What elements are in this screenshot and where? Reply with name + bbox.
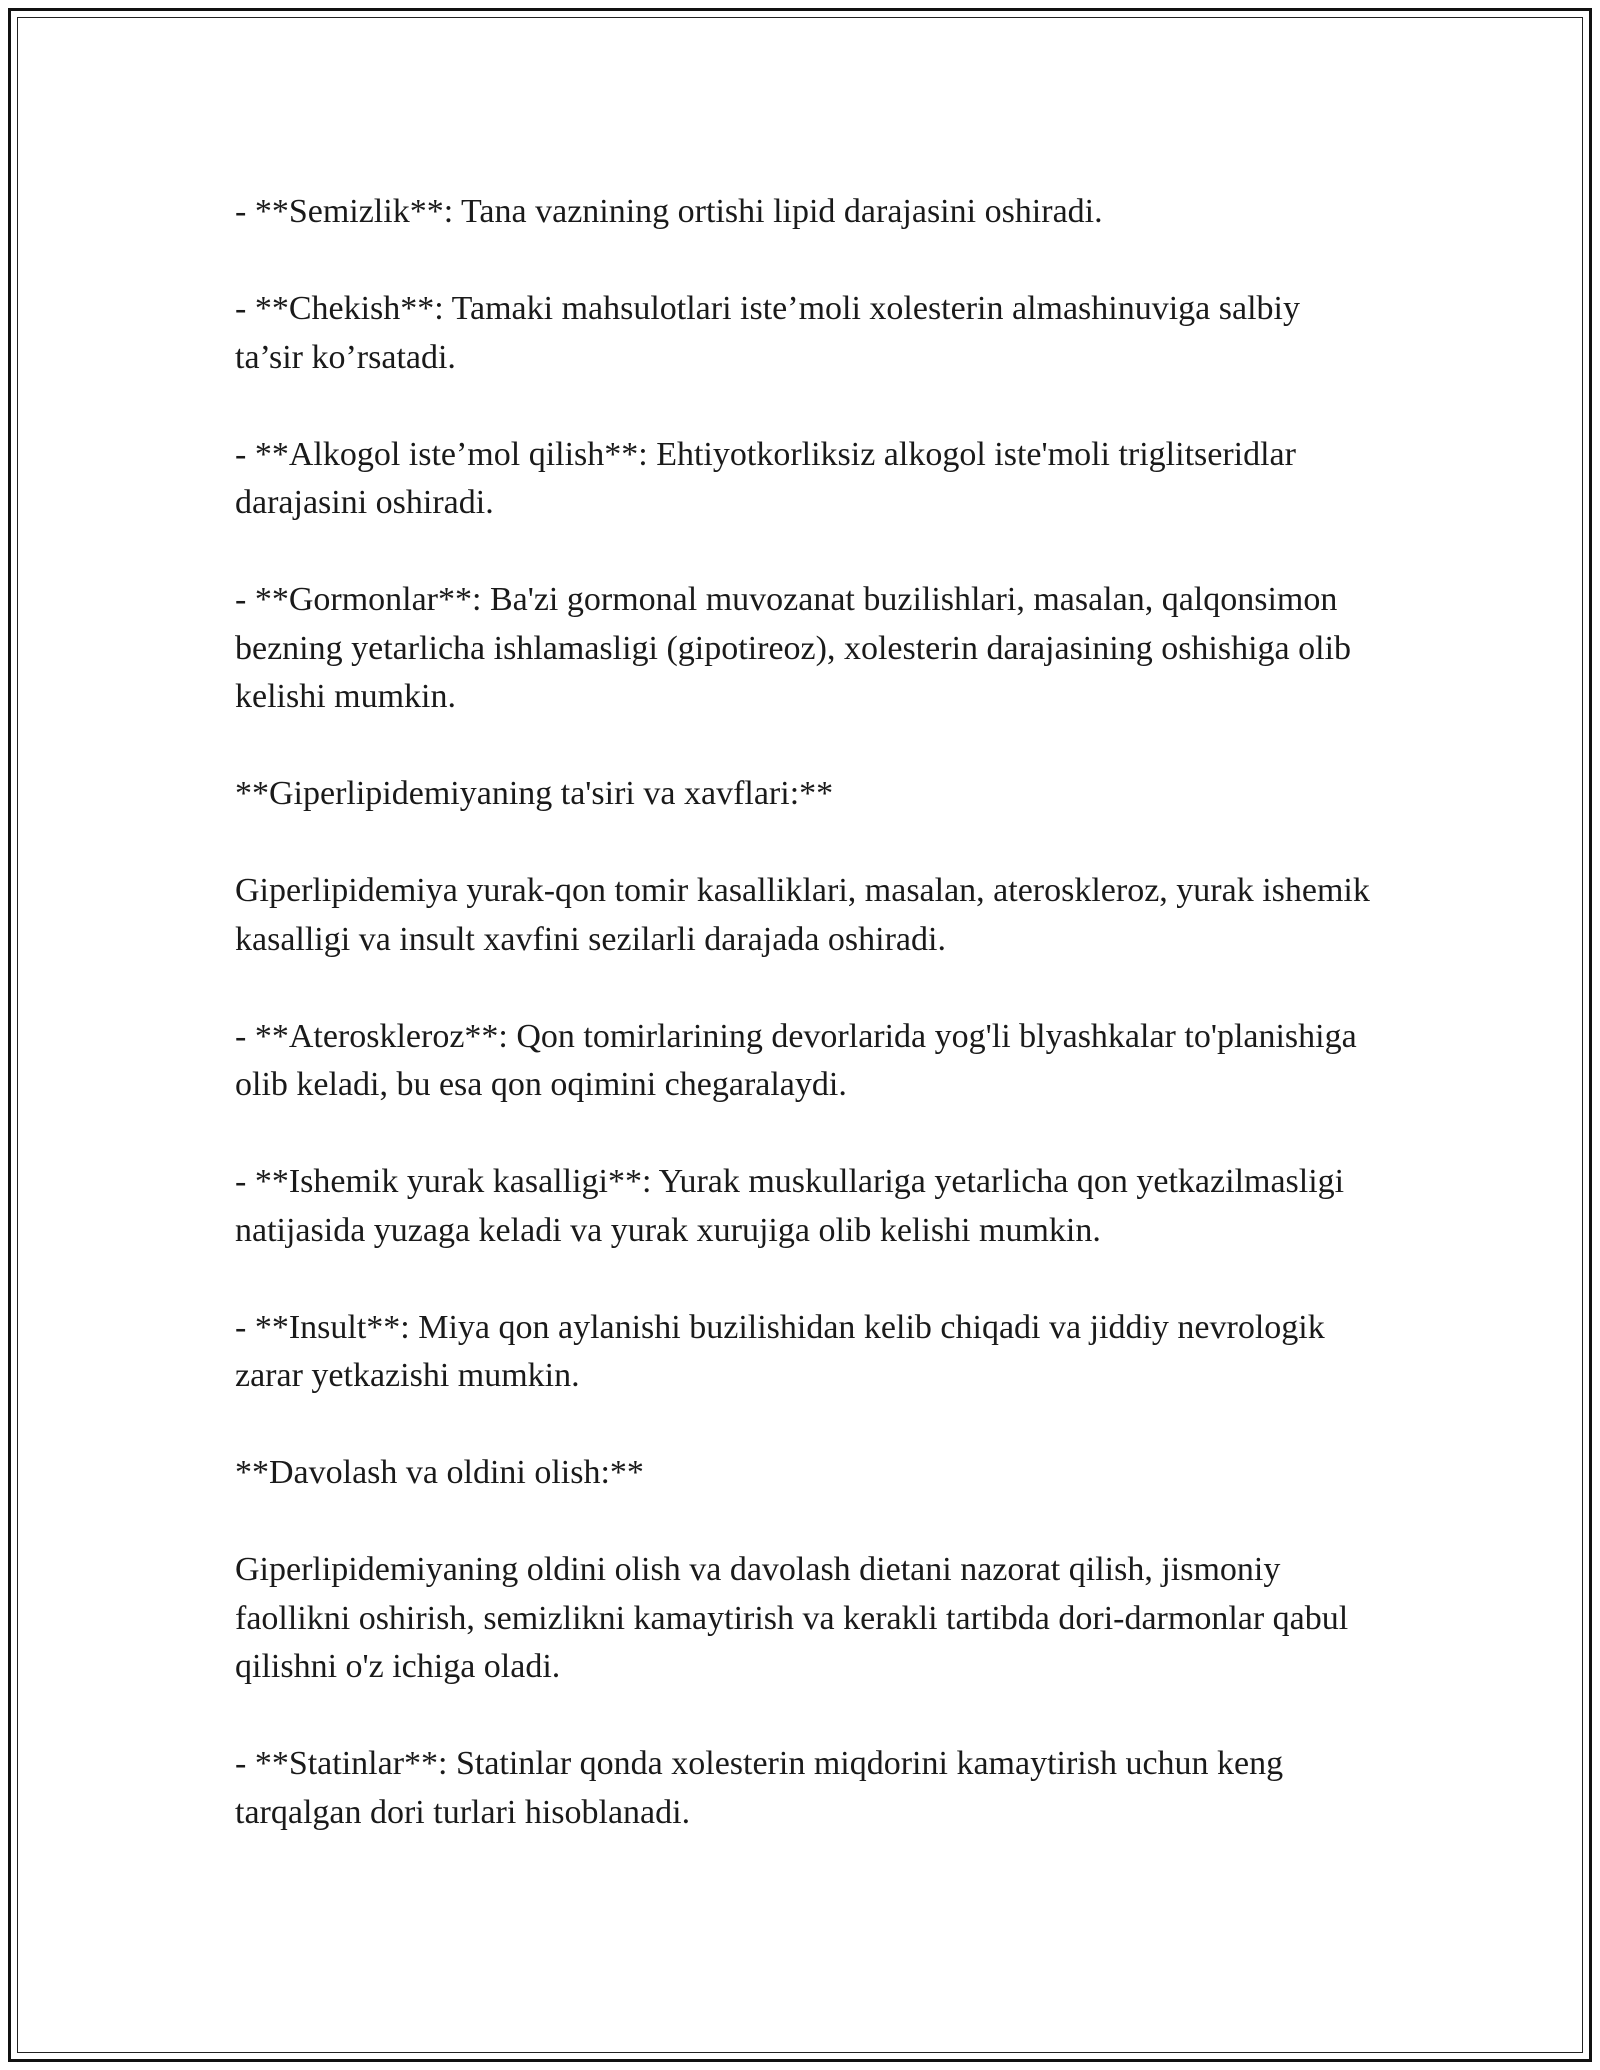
paragraph-alkogol: - **Alkogol iste’mol qilish**: Ehtiyotkorliksiz alkogol iste'moli triglitseridlar darajasini oshiradi. bbox=[235, 435, 1296, 521]
paragraph-gormonlar: - **Gormonlar**: Ba'zi gormonal muvozanat buzilishlari, masalan, qalqonsimon bezning yetarlicha ishlamasligi (gipotireoz), xolesterin darajasining oshishiga olib kelishi mumkin. bbox=[235, 581, 1352, 715]
paragraph-giperlipidemiya: Giperlipidemiya yurak-qon tomir kasalliklari, masalan, ateroskleroz, yurak ishemik kasalligi va insult xavfini sezilarli darajada oshiradi. bbox=[235, 872, 1370, 958]
paragraph-ateroskleroz: - **Ateroskleroz**: Qon tomirlarining devorlarida yog'li blyashkalar to'planishiga olib keladi, bu esa qon oqimini chegaralaydi. bbox=[235, 1017, 1357, 1103]
document-body bbox=[235, 188, 1375, 1837]
paragraph-insult: - **Insult**: Miya qon aylanishi buzilishidan kelib chiqadi va jiddiy nevrologik zarar yetkazishi mumkin. bbox=[235, 1308, 1325, 1394]
section-heading-tasiri: **Giperlipidemiyaning ta'siri va xavflari:** bbox=[235, 775, 834, 812]
paragraph-chekish: - **Chekish**: Tamaki mahsulotlari iste’moli xolesterin almashinuviga salbiy ta’sir ko’rsatadi. bbox=[235, 290, 1300, 376]
section-heading-davolash: **Davolash va oldini olish:** bbox=[235, 1454, 644, 1491]
paragraph-statinlar: - **Statinlar**: Statinlar qonda xolesterin miqdorini kamaytirish uchun keng tarqalgan dori turlari hisoblanadi. bbox=[235, 1745, 1284, 1831]
paragraph-ishemik: - **Ishemik yurak kasalligi**: Yurak muskullariga yetarlicha qon yetkazilmasligi natijasida yuzaga keladi va yurak xurujiga olib kelishi mumkin. bbox=[235, 1163, 1345, 1249]
paragraph-semizlik: - **Semizlik**: Tana vaznining ortishi lipid darajasini oshiradi. bbox=[235, 193, 1103, 230]
paragraph-oldini-olish: Giperlipidemiyaning oldini olish va davolash dietani nazorat qilish, jismoniy faollikni oshirish, semizlikni kamaytirish va kerakli tartibda dori-darmonlar qabul qilishni o'z ichiga oladi. bbox=[235, 1551, 1349, 1685]
